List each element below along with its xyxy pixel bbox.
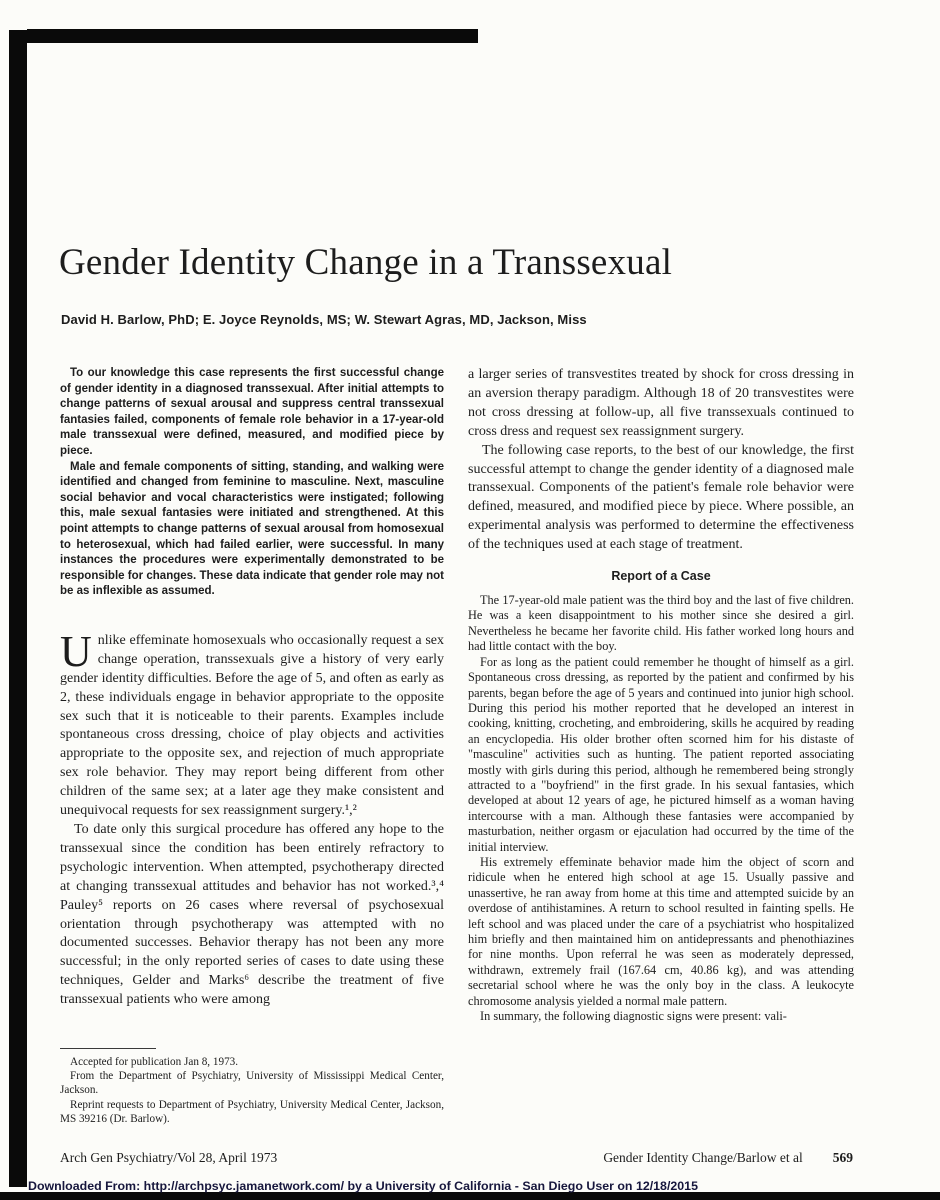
download-stamp: Downloaded From: http://archpsyc.jamanetwork.com/ by a University of California - San Diego User on 12/18/2015 <box>28 1179 698 1193</box>
case-paragraph-4: In summary, the following diagnostic signs were present: vali- <box>480 1009 787 1024</box>
article-authors: David H. Barlow, PhD; E. Joyce Reynolds, MS; W. Stewart Agras, MD, Jackson, Miss <box>61 312 587 327</box>
case-paragraph-2: For as long as the patient could remember he thought of himself as a girl. Spontaneous cross dressing, as reported by the patient and confirmed by his parents, began before the age of 5 years and continued into junior high school. During this period his mother reported that he developed an interest in cooking, knitting, crocheting, and embroidering, skills he acquired by reading an encyclopedia. His older brother often scorned him for his distaste of "masculine" activities such as hunting. The patient reported associating mostly with girls during this period, although he remembered being strongly attracted to a "boyfriend" in the first grade. In his sexual fantasies, which developed at about 12 years of age, he pictured himself as a woman having intercourse with a man. Although these fantasies were accompanied by masturbation, neither orgasm or ejaculation had occurred by the time of the initial interview. <box>468 654 854 854</box>
abstract-paragraph-2: Male and female components of sitting, standing, and walking were identified and changed from feminine to masculine. Next, masculine social behavior and vocal characteristics were instigated; following this, male sexual fantasies were initiated and strengthened. At this point attempts to change patterns of sexual arousal from homosexual to heterosexual, which had failed earlier, were successful. In many instances the procedures were experimentally demonstrated to be responsible for changes. These data indicate that gender role may not be as inflexible as assumed. <box>60 460 444 598</box>
footer-right-group <box>603 1150 853 1166</box>
case-paragraph-1: The 17-year-old male patient was the third boy and the last of five children. He was a keen disappointment to his mother since she desired a girl. Nevertheless he became her favorite child. His father worked long hours and had little contact with the boy. <box>468 593 854 654</box>
page-footer <box>60 1150 853 1166</box>
intro-paragraph-1 <box>60 626 444 821</box>
scan-artifact-left-bar <box>9 30 27 1187</box>
right-paragraph-1: a larger series of transvestites treated by shock for cross dressing in an aversion therapy paradigm. Although 18 of 20 transvestites were not cross dressing at follow-up, all five transsexuals continued to cross dress and request sex reassignment surgery. <box>468 367 854 439</box>
footnote-accepted: Accepted for publication Jan 8, 1973. <box>70 1056 239 1068</box>
left-column <box>60 366 444 1044</box>
running-title: Gender Identity Change/Barlow et al <box>603 1150 803 1165</box>
page-number: 569 <box>832 1150 853 1165</box>
article-title: Gender Identity Change in a Transsexual <box>59 242 673 283</box>
footnote-rule <box>60 1048 156 1049</box>
footnote-affiliation: From the Department of Psychiatry, University of Mississippi Medical Center, Jackson. <box>60 1070 444 1097</box>
journal-citation: Arch Gen Psychiatry/Vol 28, April 1973 <box>60 1150 278 1165</box>
intro-paragraph-2: To date only this surgical procedure has offered any hope to the transsexual since the condition has been entirely refractory to psychologic intervention. When attempted, psychotherapy directed at changing transsexual attitudes and behavior has not worked.³,⁴ Pauley⁵ reports on 26 cases where reversal of psychosexual orientation through psychotherapy was attempted with no documented successes. Behavior therapy has not been any more successful; in the only reported series of cases to date using these techniques, Gelder and Marks⁶ describe the treatment of five transsexual patients who were among <box>60 821 444 1008</box>
scan-artifact-top-bar <box>27 29 478 43</box>
right-paragraph-2: The following case reports, to the best of our knowledge, the first successful attempt to change the gender identity of a diagnosed male transsexual. Components of the patient's female role behavior were defined, measured, and modified piece by piece. Where possible, an experimental analysis was performed to determine the effectiveness of the techniques used at each stage of treatment. <box>468 442 854 553</box>
right-column <box>468 366 854 1156</box>
intro-paragraph-1-text: nlike effeminate homosexuals who occasionally request a sex change operation, transsexuals give a history of very early gender identity difficulties. Before the age of 5, and often as early as 2, these individuals engage in behavior appropriate to the opposite sex such that it is noticeable to their parents. Examples include spontaneous cross dressing, choice of play objects and activities appropriate to the opposite sex, and rejection of much appropriate sex role behavior. They may report being different from other children of the same sex; at a later age they make consistent and unequivocal requests for sex reassignment surgery.¹,² <box>60 632 444 819</box>
abstract-paragraph-1: To our knowledge this case represents the first successful change of gender identity in a diagnosed transsexual. After initial attempts to change patterns of sexual arousal and suppress central transsexual fantasies failed, components of female role behavior in a 17-year-old male transsexual were defined, measured, and modified piece by piece. <box>60 367 444 457</box>
case-paragraph-3: His extremely effeminate behavior made him the object of scorn and ridicule when he entered high school at age 15. Usually passive and unassertive, he ran away from home at this time and attempted suicide by an overdose of antihistamines. A return to school resulted in fainting spells. He left school and was placed under the care of a psychiatrist who hospitalized him briefly and then maintained him on antidepressants and phenothiazines for nine months. Upon referral he was seen as moderately depressed, withdrawn, extremely frail (167.64 cm, 40.86 kg), and was attending secretarial school where he was the only boy in the class. A leukocyte chromosome analysis yielded a normal male pattern. <box>468 854 854 1008</box>
footnote-reprints: Reprint requests to Department of Psychiatry, University Medical Center, Jackson, MS 39216 (Dr. Barlow). <box>60 1098 444 1125</box>
drop-cap: U <box>60 626 92 676</box>
section-heading-report-of-a-case: Report of a Case <box>611 569 711 584</box>
footnote-block <box>60 1048 444 1126</box>
scan-artifact-bottom-bar <box>0 1192 940 1200</box>
